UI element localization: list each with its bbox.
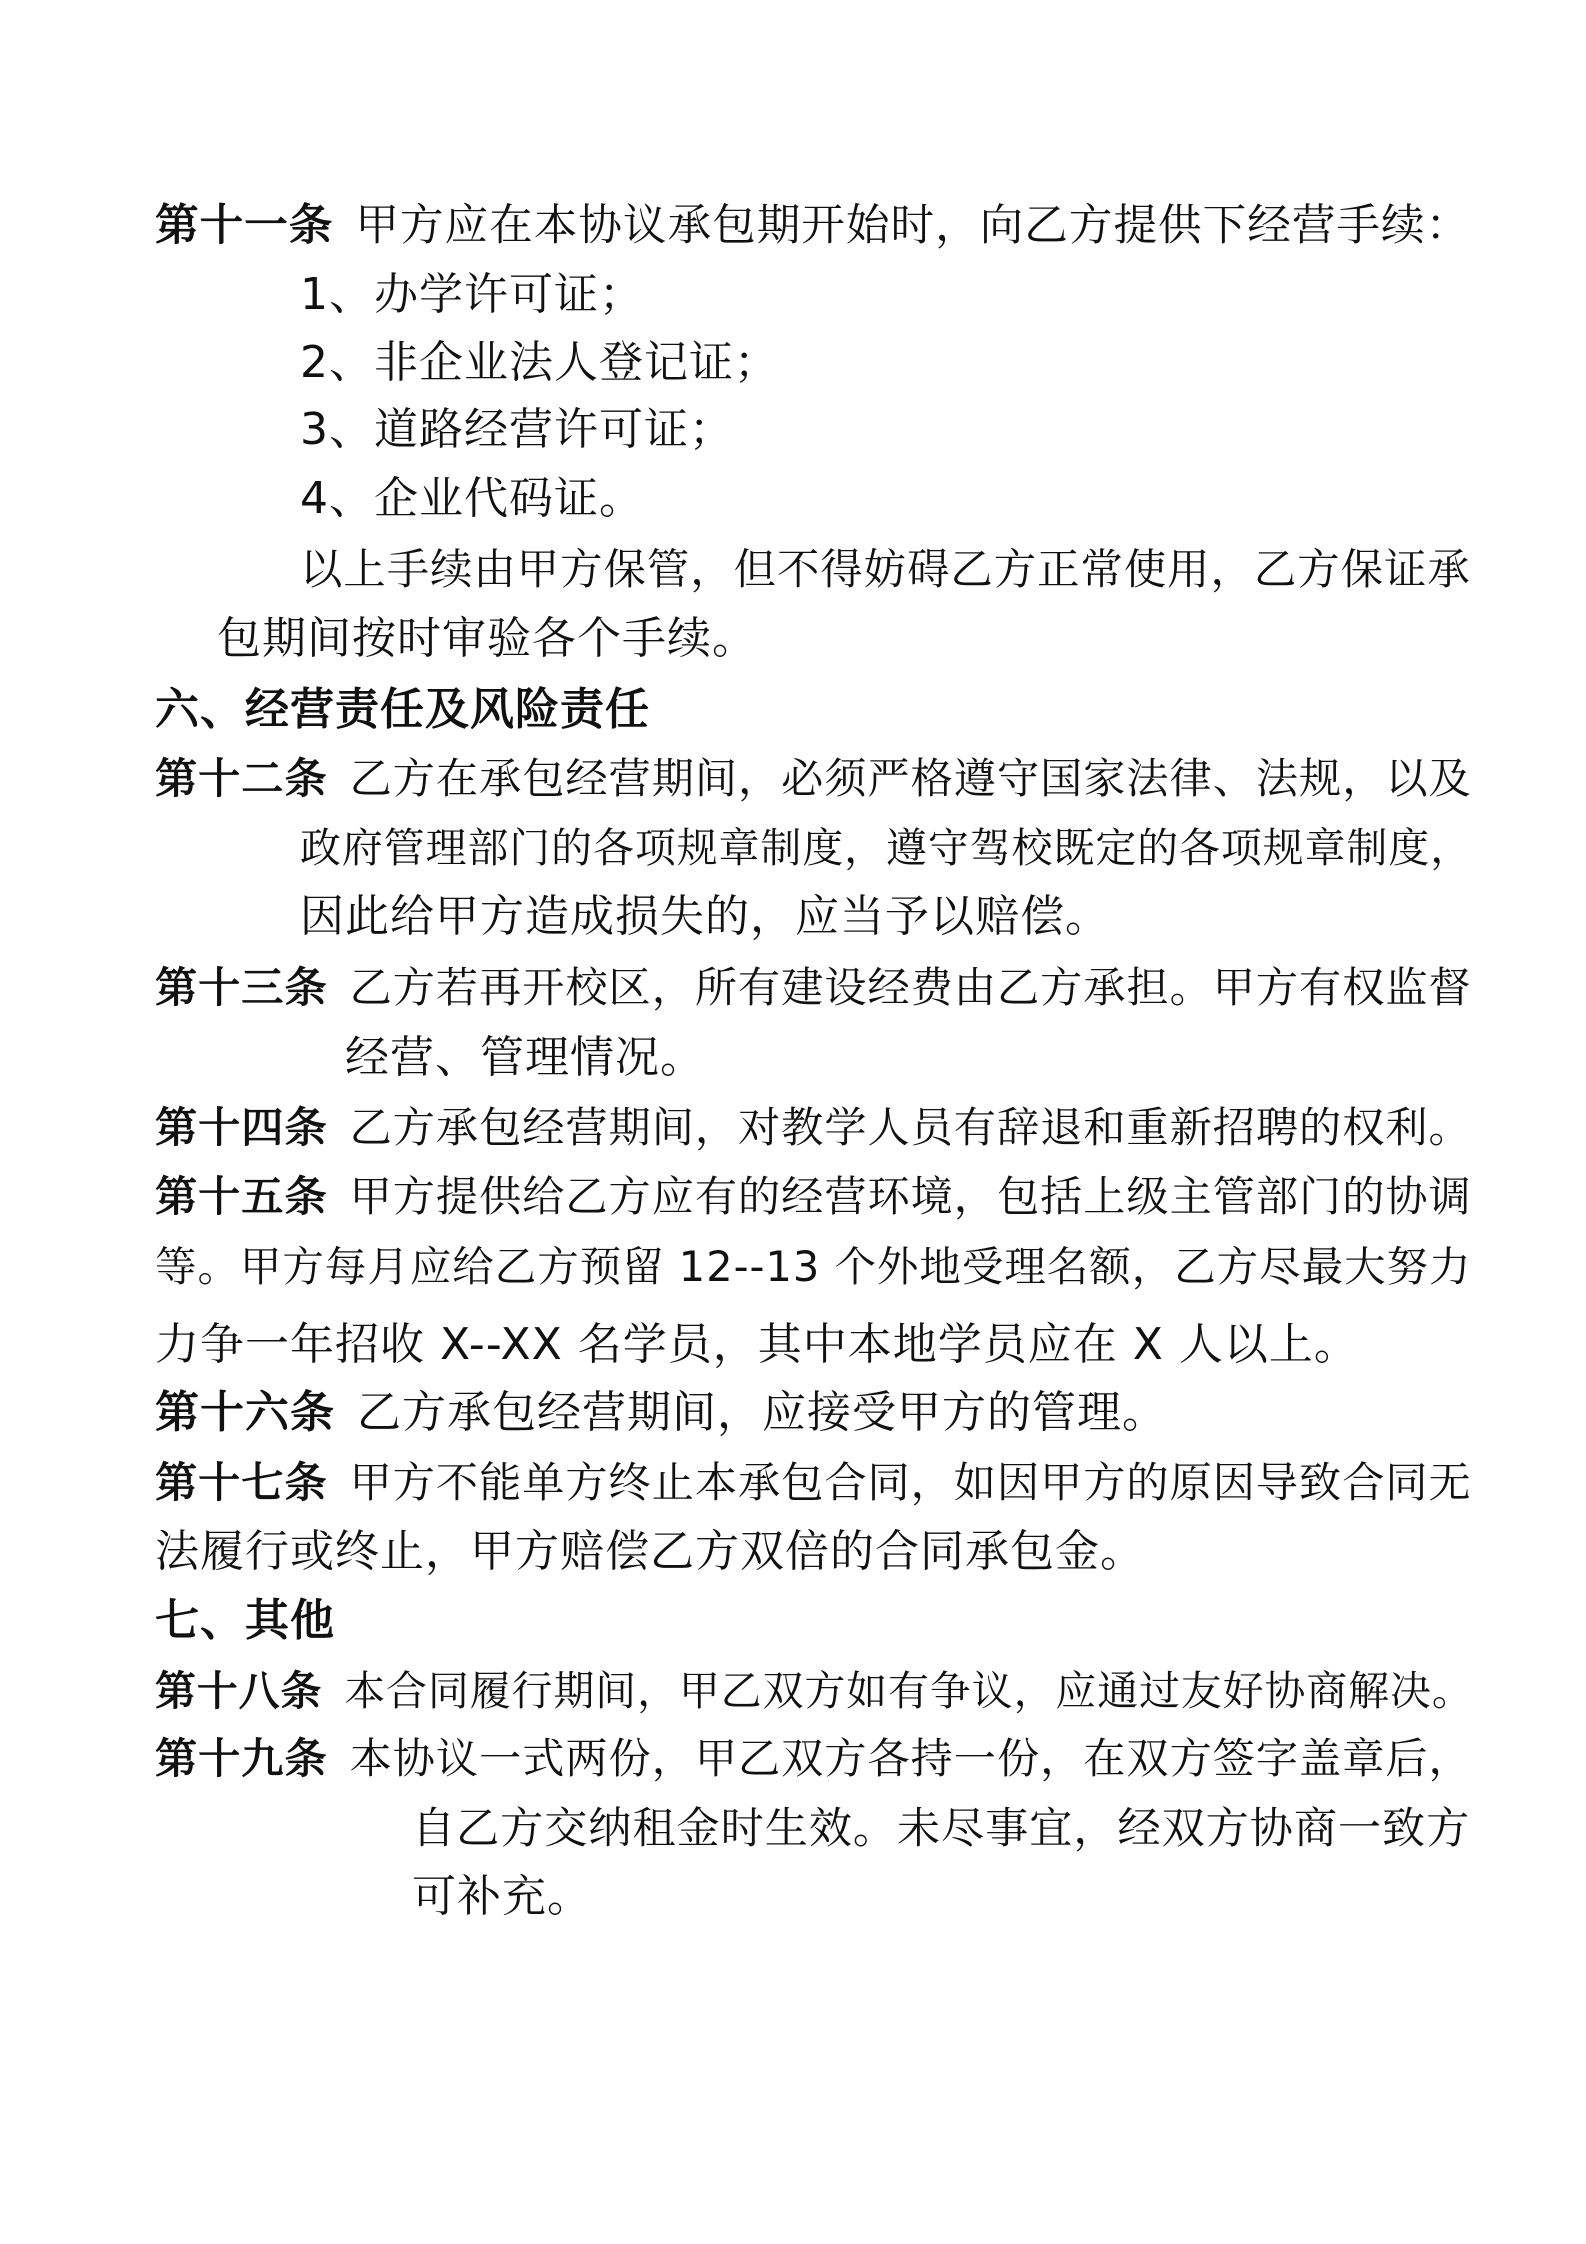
article-12-text-2: 政府管理部门的各项规章制度，遵守驾校既定的各项规章制度， <box>300 824 1473 872</box>
article-17-label: 第十七条 <box>155 1458 328 1507</box>
section-heading-7: 七、其他 <box>155 1595 335 1646</box>
article-12-line-1 <box>155 749 1472 809</box>
article-13-text-2: 经营、管理情况。 <box>345 1032 705 1083</box>
article-13-text-1: 乙方若再开校区，所有建设经费由乙方承担。甲方有权监督 <box>349 963 1472 1012</box>
article-19-text-3: 可补充。 <box>412 1871 592 1922</box>
article-16-label: 第十六条 <box>155 1387 335 1438</box>
custody-paragraph-line-1: 以上手续由甲方保管，但不得妨碍乙方正常使用，乙方保证承 <box>300 545 1471 594</box>
list-item-1: 1、办学许可证； <box>300 269 644 320</box>
section-heading-6: 六、经营责任及风险责任 <box>155 684 650 735</box>
article-16-line <box>155 1383 1167 1443</box>
article-19-text-2: 自乙方交纳租金时生效。未尽事宜，经双方协商一致方 <box>412 1804 1471 1854</box>
article-17-text-2: 法履行或终止，甲方赔偿乙方双倍的合同承包金。 <box>155 1526 1145 1577</box>
article-19-label: 第十九条 <box>155 1734 328 1783</box>
article-13-line-1 <box>155 958 1472 1018</box>
article-18-line <box>155 1661 1474 1721</box>
article-17-text-1: 甲方不能单方终止本承包合同，如因甲方的原因导致合同无 <box>349 1458 1472 1507</box>
article-11-line-1 <box>155 196 1470 256</box>
article-12-text-3: 因此给甲方造成损失的，应当予以赔偿。 <box>300 891 1110 942</box>
article-11-text: 甲方应在本协议承包期开始时，向乙方提供下经营手续： <box>355 201 1471 251</box>
article-18-text: 本合同履行期间，甲乙双方如有争议，应通过友好协商解决。 <box>344 1667 1474 1715</box>
article-18-label: 第十八条 <box>155 1667 323 1715</box>
article-11-label: 第十一条 <box>155 201 334 251</box>
list-item-4: 4、企业代码证。 <box>300 473 644 524</box>
article-15-text-2: 等。甲方每月应给乙方预留 12--13 个外地受理名额，乙方尽最大努力 <box>155 1242 1472 1291</box>
article-12-label: 第十二条 <box>155 754 328 803</box>
article-14-text: 乙方承包经营期间，对教学人员有辞退和重新招聘的权利。 <box>349 1103 1472 1152</box>
article-15-line-1 <box>155 1167 1472 1227</box>
article-13-label: 第十三条 <box>155 963 328 1012</box>
list-item-2: 2、非企业法人登记证； <box>300 337 779 388</box>
article-19-text-1: 本协议一式两份，甲乙双方各持一份，在双方签字盖章后， <box>349 1734 1472 1783</box>
list-item-3: 3、道路经营许可证； <box>300 404 734 455</box>
article-14-label: 第十四条 <box>155 1103 328 1152</box>
article-16-text: 乙方承包经营期间，应接受甲方的管理。 <box>357 1387 1167 1438</box>
custody-paragraph-line-2: 包期间按时审验各个手续。 <box>217 613 757 664</box>
article-19-line-1 <box>155 1729 1472 1789</box>
article-14-line <box>155 1098 1472 1158</box>
article-15-label: 第十五条 <box>155 1172 328 1221</box>
article-15-text-1: 甲方提供给乙方应有的经营环境，包括上级主管部门的协调 <box>349 1172 1472 1221</box>
article-12-text-1: 乙方在承包经营期间，必须严格遵守国家法律、法规，以及 <box>349 754 1472 803</box>
article-15-text-3: 力争一年招收 X--XX 名学员，其中本地学员应在 X 人以上。 <box>155 1319 1359 1370</box>
article-17-line-1 <box>155 1453 1472 1513</box>
